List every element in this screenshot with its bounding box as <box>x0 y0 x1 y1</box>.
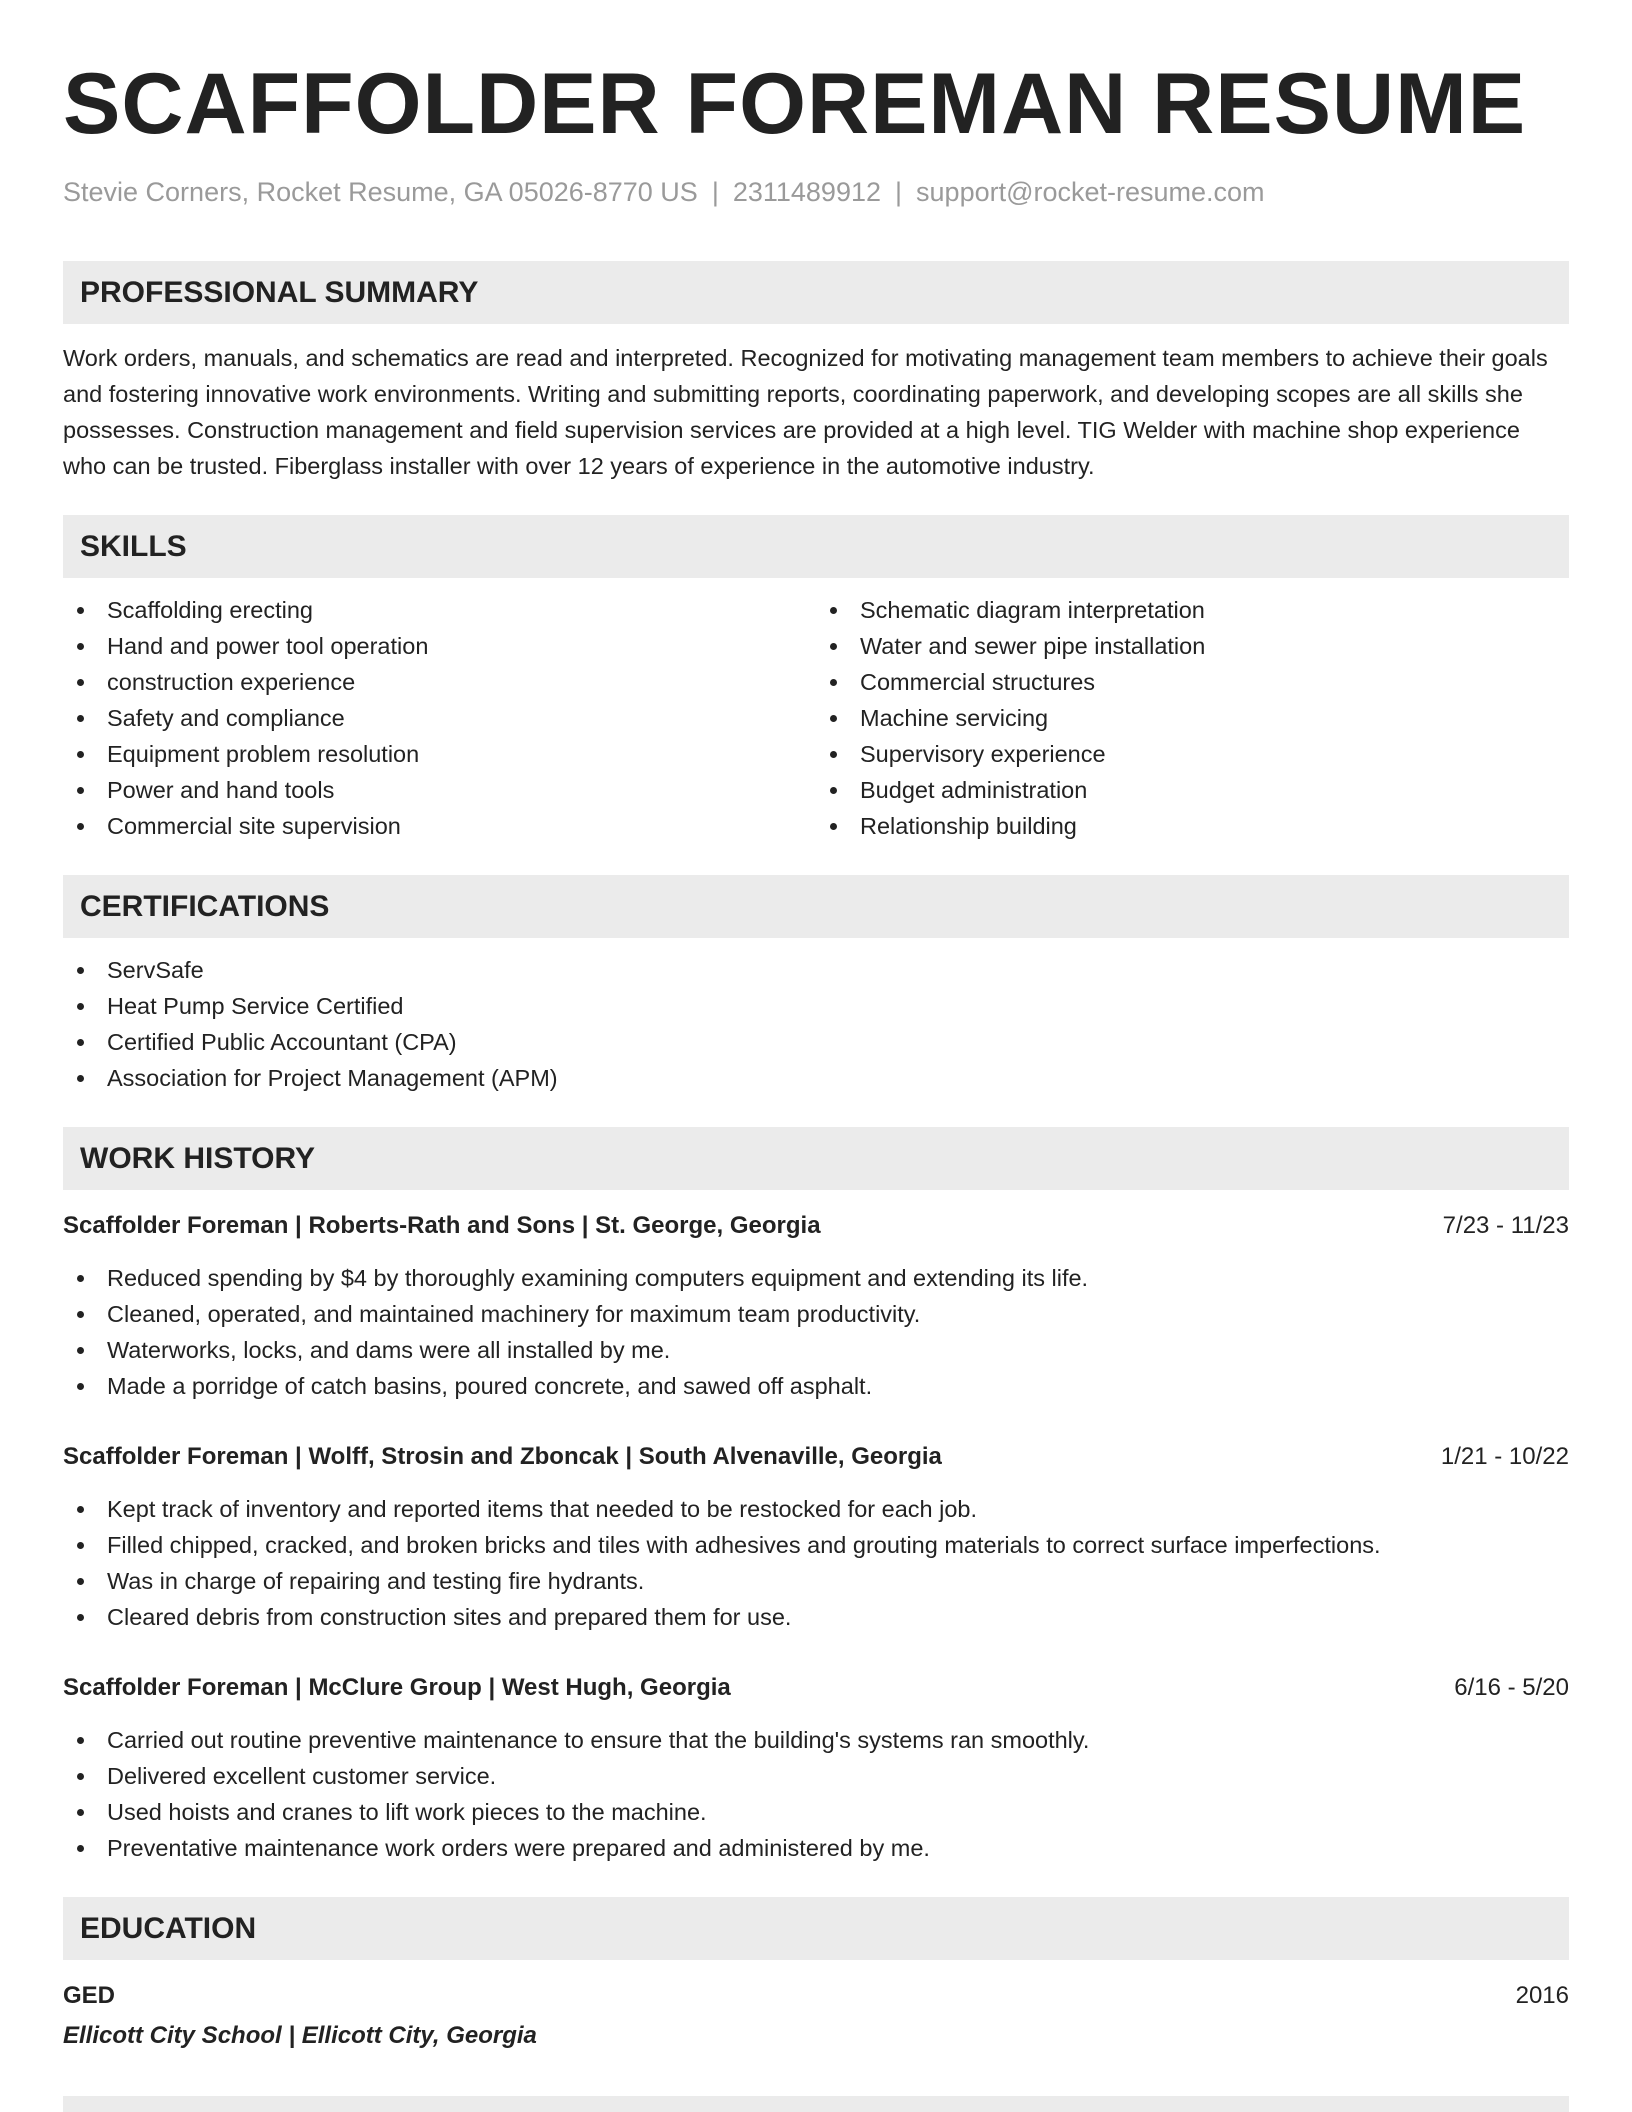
skills-list-right <box>816 592 1569 844</box>
job-bullet: Carried out routine preventive maintenance to ensure that the building's systems ran smoothly. <box>63 1722 1569 1758</box>
certifications-list <box>63 952 1569 1096</box>
job-dates: 6/16 - 5/20 <box>1454 1674 1569 1701</box>
summary-text: Work orders, manuals, and schematics are read and interpreted. Recognized for motivating management team members to achieve their goals and fostering innovative work environments. Writing and submitting reports, coordinating paperwork, and developing scopes are all skills she possesses. Construction management and field supervision services are provided at a high level. TIG Welder with machine shop experience who can be trusted. Fiberglass installer with over 12 years of experience in the automotive industry. <box>63 345 1548 479</box>
job-header <box>63 1670 1569 1706</box>
job-title: Scaffolder Foreman | Roberts-Rath and Sons | St. George, Georgia <box>63 1212 821 1239</box>
job-bullets <box>63 1260 1569 1404</box>
contact-separator: | <box>711 177 719 207</box>
contact-separator: | <box>895 177 903 207</box>
education-entry <box>63 1978 1569 2054</box>
job-bullets <box>63 1722 1569 1866</box>
skill-item: construction experience <box>63 664 816 700</box>
job-dates: 7/23 - 11/23 <box>1442 1212 1569 1239</box>
job-bullet: Waterworks, locks, and dams were all installed by me. <box>63 1332 1569 1368</box>
certification-item: Heat Pump Service Certified <box>63 988 1569 1024</box>
job-bullet: Reduced spending by $4 by thoroughly examining computers equipment and extending its life. <box>63 1260 1569 1296</box>
section-heading-summary: PROFESSIONAL SUMMARY <box>63 261 1569 324</box>
job-bullet: Cleaned, operated, and maintained machinery for maximum team productivity. <box>63 1296 1569 1332</box>
skill-item: Supervisory experience <box>816 736 1569 772</box>
skill-item: Water and sewer pipe installation <box>816 628 1569 664</box>
skill-item: Safety and compliance <box>63 700 816 736</box>
job-entry <box>63 1670 1569 1866</box>
education-row <box>63 1978 1569 2014</box>
section-heading-skills: SKILLS <box>63 515 1569 578</box>
job-header <box>63 1208 1569 1244</box>
job-bullet: Kept track of inventory and reported items that needed to be restocked for each job. <box>63 1491 1569 1527</box>
skill-item: Schematic diagram interpretation <box>816 592 1569 628</box>
skill-item: Machine servicing <box>816 700 1569 736</box>
skills-grid <box>63 592 1569 844</box>
job-bullet: Filled chipped, cracked, and broken bricks and tiles with adhesives and grouting materials to correct surface imperfections. <box>63 1527 1569 1563</box>
section-heading-work-history: WORK HISTORY <box>63 1127 1569 1190</box>
job-bullet: Cleared debris from construction sites and prepared them for use. <box>63 1599 1569 1635</box>
section-heading-education: EDUCATION <box>63 1897 1569 1960</box>
job-entry <box>63 1208 1569 1404</box>
skills-column-left <box>63 592 816 844</box>
contact-email[interactable]: support@rocket-resume.com <box>916 177 1265 207</box>
skill-item: Commercial site supervision <box>63 808 816 844</box>
job-bullet: Delivered excellent customer service. <box>63 1758 1569 1794</box>
education-school: Ellicott City School | Ellicott City, Georgia <box>63 2022 537 2049</box>
certification-item: Association for Project Management (APM) <box>63 1060 1569 1096</box>
contact-phone: 2311489912 <box>732 177 882 207</box>
section-heading-certifications: CERTIFICATIONS <box>63 875 1569 938</box>
job-title: Scaffolder Foreman | Wolff, Strosin and Zboncak | South Alvenaville, Georgia <box>63 1443 942 1470</box>
skill-item: Hand and power tool operation <box>63 628 816 664</box>
skill-item: Scaffolding erecting <box>63 592 816 628</box>
job-bullets <box>63 1491 1569 1635</box>
job-bullet: Made a porridge of catch basins, poured concrete, and sawed off asphalt. <box>63 1368 1569 1404</box>
skills-column-right <box>816 592 1569 844</box>
certification-item: Certified Public Accountant (CPA) <box>63 1024 1569 1060</box>
resume-title: SCAFFOLDER FOREMAN RESUME <box>63 56 1527 152</box>
education-year: 2016 <box>1515 1982 1569 2009</box>
job-title: Scaffolder Foreman | McClure Group | West Hugh, Georgia <box>63 1674 731 1701</box>
education-degree: GED <box>63 1982 116 2009</box>
contact-line <box>63 176 1569 208</box>
skill-item: Equipment problem resolution <box>63 736 816 772</box>
skill-item: Commercial structures <box>816 664 1569 700</box>
skill-item: Budget administration <box>816 772 1569 808</box>
certification-item: ServSafe <box>63 952 1569 988</box>
job-dates: 1/21 - 10/22 <box>1440 1443 1569 1470</box>
job-bullet: Used hoists and cranes to lift work pieces to the machine. <box>63 1794 1569 1830</box>
next-section-band <box>63 2096 1569 2112</box>
job-bullet: Was in charge of repairing and testing fire hydrants. <box>63 1563 1569 1599</box>
job-header <box>63 1439 1569 1475</box>
skill-item: Power and hand tools <box>63 772 816 808</box>
skill-item: Relationship building <box>816 808 1569 844</box>
job-entry <box>63 1439 1569 1635</box>
skills-list-left <box>63 592 816 844</box>
job-bullet: Preventative maintenance work orders were prepared and administered by me. <box>63 1830 1569 1866</box>
contact-address: Stevie Corners, Rocket Resume, GA 05026-8770 US <box>63 177 698 207</box>
